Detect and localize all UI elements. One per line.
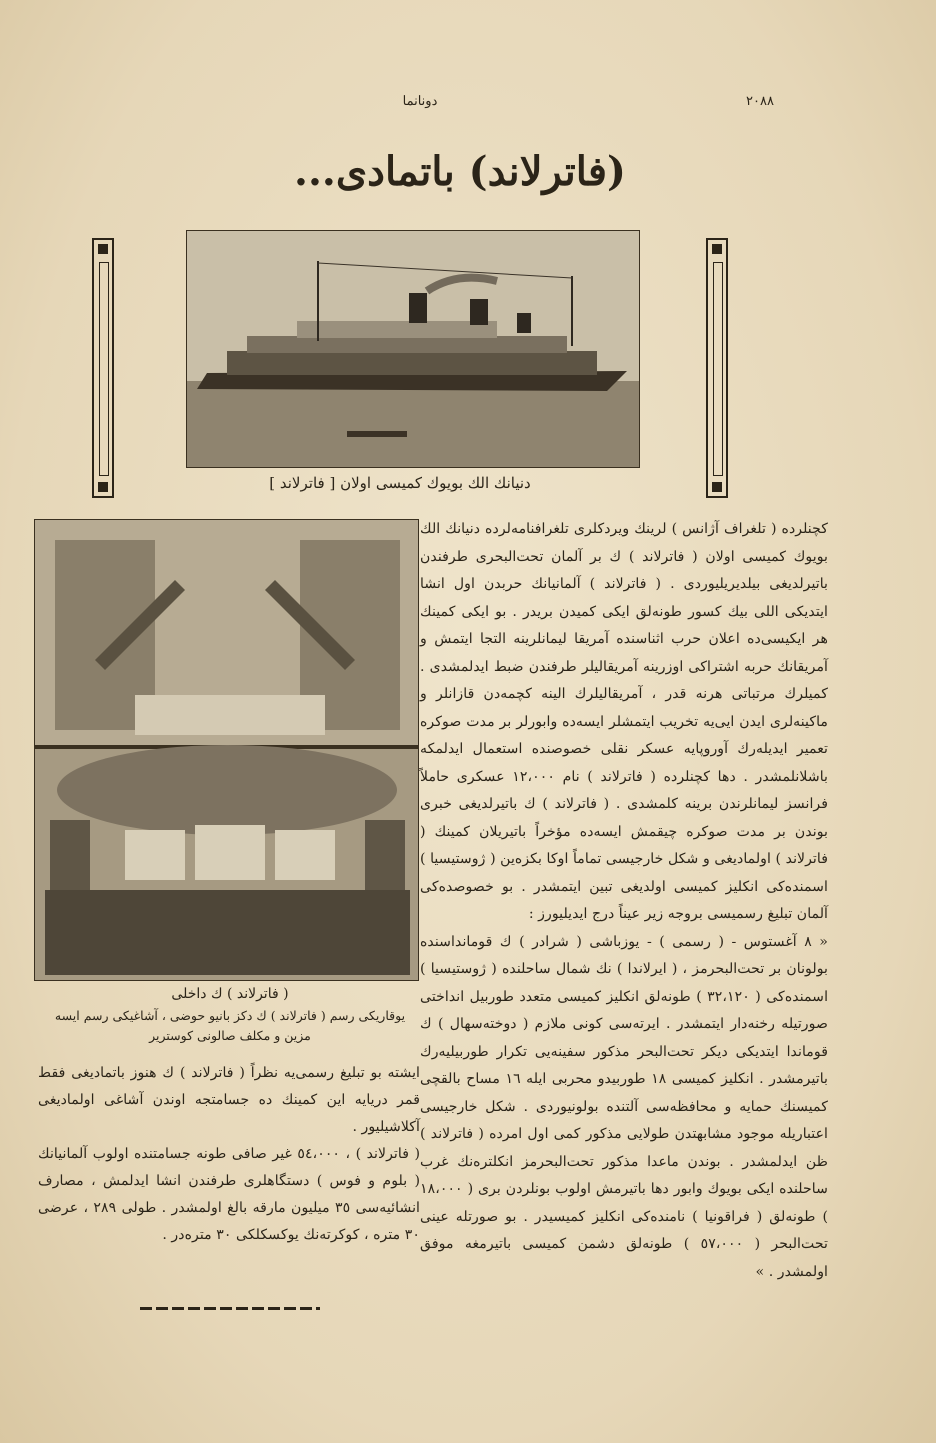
page-number: ٢٠٨٨ <box>746 94 774 109</box>
ship-caption: دنیانك الك بویوك كمیسی اولان [ فاترلاند ] <box>269 474 531 492</box>
article-paragraph-2: « ٨ آغستوس - ( رسمی ) - یوزباشی ( شرادر ) ك قوماندا‌سنده بولونان بر تحت‌البحرمز ، ( ایرلاندا ) نك شمال ساحلنده ( ژوستیسیا ) اسمنده‌كی ( ٣٢،١٢٠ ) طونه‌لق انكلیز كمیسی متعدد طوربیل انداختی صورتیله رخنه‌دار ایتمشدر . ایرته‌سی كونی ملازم ( دوخته‌سهال ) ك قوماندا ایتدیكی دیكر تحت‌البحر مذكور سفینه‌یی تكرار طوربیلیه‌رك باتیرمشدر . انكلیز كمیسی ١٨ طوربیدو محربی ایله ١٦ مساح بالقچی كمیسنك حمایه و محافظه‌سی آلتنده بولونیوردی . شكل خارجیسی اعتباریله موجود مشابهتدن طولایی مذكور كمی اول امرده ( فاترلاند ) ظن ایدلمشدر . بوندن ماعدا مذكور تحت‌البحرمز انكلتره‌نك غرب ساحلنده ایكی بویوك وابور دها باتیرمش اولوب بونلردن بری ( ١٨،٠٠٠ ) طونه‌لق ( فراقونیا ) نامنده‌كی انكلیز كمیسیدر . بو صورتله عینی تحت‌البحر ( ٥٧،٠٠٠ ) طونه‌لق دشمن كمیسی باتیرمغه موفق اولمشدر . » <box>420 933 829 1280</box>
ship-illustration <box>187 231 640 468</box>
interior-illustration <box>35 520 419 981</box>
article-paragraph-1: كچنلرده ( تلغراف آژانس ) لرینك ویردكلری تلغرافنامه‌لرده دنیانك الك بویوك كمیسی اولان ( فاترلاند ) ك بر آلمان تحت‌البحری طرفندن باتیرلدیغی بیلدیریلیوردی . ( فاترلاند ) آلمانیانك حربدن اول انشا ایتدیكی اللی بیك كسور طونه‌لق ایكی كمیدن بریدر . بو ایكی كمینك هر ایكیسی‌ده اعلان حرب اثناسنده آمریقا لیمانلرینه التجا ایتمش و آمریقانك حربه اشتراكی اوزرینه آمریقالیلر طرفندن ضبط ایدلمشدی . كمیلرك مرتباتی هرنه قدر ، آمریقالیلرك الینه كچمه‌دن قازانلر و ماكینه‌لری ایدن ایی‌یه تخریب ایتمشلر ایسه‌ده وابورلر بر مدت صوكره تعمیر ایدیله‌رك آوروپایه عسكر نقلی خصوصنده استعمال ایدلمكه باشلانلمشدر . دها كچنلرده ( فاترلاند ) نام ١٢،٠٠٠ عسكری حاملاً فرانسز لیمانلرندن برینه كلمشدی . ( فاترلاند ) ك باتیرلدیغی خبری بوندن بر مدت صوكره چیقمش ایسه‌ده مؤخراً باتیریلان كمینك ( فاترلاند ) اولمادیغی و شكل خارجیسی تماماً اوكا بكزه‌ین ( ژوستیسیا ) اسمنده‌كی انكلیز كمیسی اولدیغی تبین ایتمشدر . بو خصوصده‌كی آلمان تبلیغ رسمیسی بروجه زیر عیناً درج ایدیلیورز : <box>420 521 828 922</box>
ship-photo <box>186 230 640 468</box>
left-ornament <box>92 238 114 498</box>
interior-photo <box>34 519 419 981</box>
article-title: (فاترلاند) باتمادی... <box>294 148 626 195</box>
interior-caption-text: یوقاریكی رسم ( فاترلاند ) ك دكز بانیو حوضی ، آشاغیكی رسم ایسه مزین و مكلف صالونی كوستریر <box>54 1008 406 1043</box>
article-paragraph-4: ( فاترلاند ) ، ٥٤،٠٠٠ غیر صافی طونه جسامتنده اولوب آلمانیانك ( بلوم و فوس ) دستگاهلری طرفندن انشا ایدلمش ، مصارف انشائیه‌سی ٣٥ میلیون مارقه بالغ اولمشدر . طولی ٢٨٩ ، عرضی ٣٠ متره ، كوكرته‌نك یوكسكلكی ٣٠ متره‌در . <box>38 1146 420 1243</box>
publication-name: دونانما <box>402 94 438 109</box>
article-right-column <box>420 516 828 1334</box>
article-left-column <box>38 1060 420 1270</box>
section-divider <box>140 1307 320 1310</box>
right-ornament <box>706 238 728 498</box>
article-paragraph-3: ایشته بو تبلیغ رسمی‌یه نظراً ( فاترلاند ) ك هنوز باتمادیغی فقط قمر دریایه این كمینك ده جسامتجه اوندن آشاغی اولمادیغی آكلاشیلیور . <box>38 1065 420 1135</box>
interior-caption-title: ( فاترلاند ) ك داخلی <box>171 986 289 1002</box>
